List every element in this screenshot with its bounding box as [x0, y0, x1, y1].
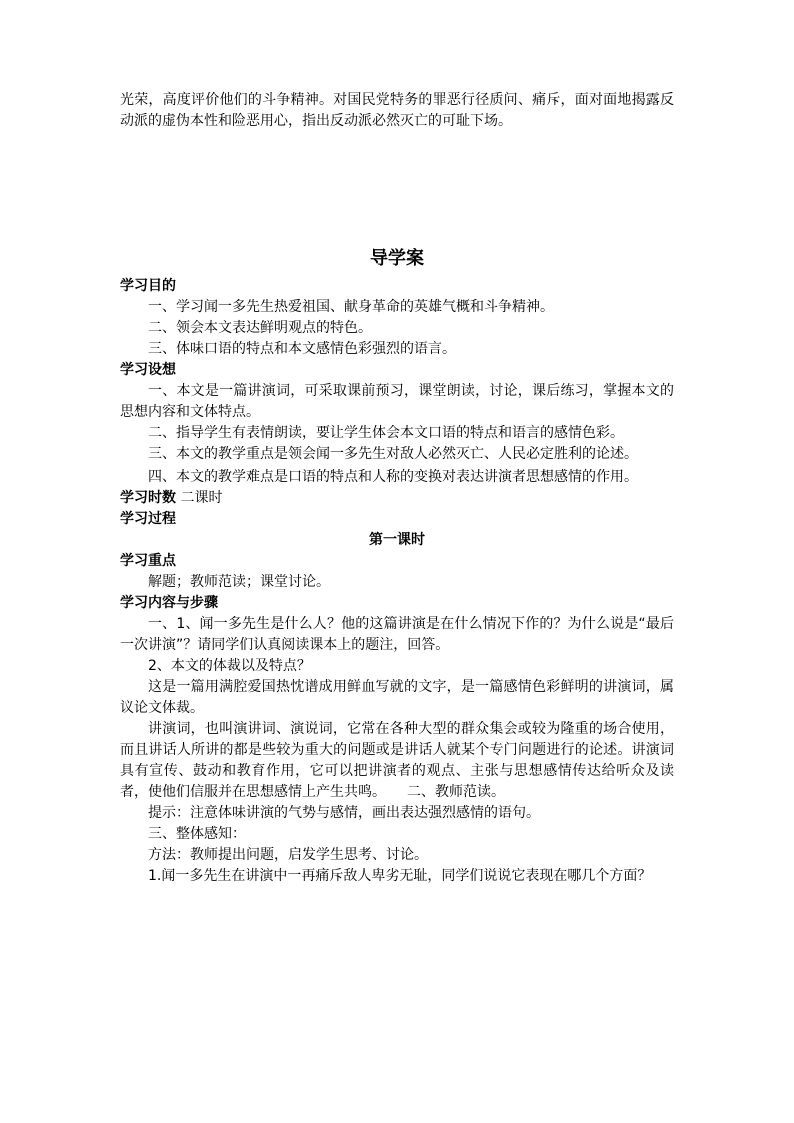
intro-paragraph: 光荣，高度评价他们的斗争精神。对国民党特务的罪恶行径质问、痛斥，面对面地揭露反动派的虚伪本性和险恶用心，指出反动派必然灭亡的可耻下场。: [120, 92, 674, 129]
goal-item: 一、学习闻一多先生热爱祖国、献身革命的英雄气概和斗争精神。: [148, 299, 554, 315]
ideas-heading: 学习设想: [120, 362, 176, 378]
step-paragraph: 三、整体感知：: [148, 826, 246, 842]
idea-item: 四、本文的教学难点是口语的特点和人称的变换对表达讲演者思想感情的作用。: [148, 469, 638, 485]
idea-item: 一、本文是一篇讲演词，可采取课前预习，课堂朗读，讨论，课后练习，掌握本文的思想内容和文体特点。: [120, 383, 674, 420]
idea-item: 二、指导学生有表情朗读，要让学生体会本文口语的特点和语言的感情色彩。: [148, 425, 624, 441]
page-title: 导学案: [370, 248, 424, 269]
step-paragraph: 这是一篇用满腔爱国热忱谱成用鲜血写就的文字，是一篇感情色彩鲜明的讲演词，属议论文体裁。: [120, 679, 674, 716]
steps-heading: 学习内容与步骤: [120, 595, 218, 611]
document-page: [120, 90, 674, 887]
step-paragraph: 讲演词，也叫演讲词、演说词，它常在各种大型的群众集会或较为隆重的场合使用，而且讲话人所讲的都是些较为重大的问题或是讲话人就某个专门问题进行的论述。讲演词具有宣传、鼓动和教育作用，它可以把讲演者的观点、主张与思想感情传达给听众及读者，使他们信服并在思想感情上产生共鸣。 二、教师范读。: [120, 721, 674, 800]
goal-item: 二、领会本文表达鲜明观点的特色。: [148, 320, 372, 336]
step-paragraph: 方法：教师提出问题，启发学生思考、讨论。: [148, 847, 428, 863]
hours-heading: 学习时数: [120, 490, 176, 506]
goal-item: 三、体味口语的特点和本文感情色彩强烈的语言。: [148, 341, 456, 357]
process-heading: 学习过程: [120, 511, 176, 527]
focus-text: 解题；教师范读；课堂讨论。: [148, 574, 330, 590]
step-paragraph: 一、1、闻一多先生是什么人？他的这篇讲演是在什么情况下作的？为什么说是“最后一次讲演”？请同学们认真阅读课本上的题注，回答。: [120, 616, 674, 653]
step-paragraph: 提示：注意体味讲演的气势与感情，画出表达强烈感情的语句。: [148, 805, 540, 821]
idea-item: 三、本文的教学重点是领会闻一多先生对敌人必然灭亡、人民必定胜利的论述。: [148, 446, 638, 462]
step-paragraph: 1.闻一多先生在讲演中一再痛斥敌人卑劣无耻，同学们说说它表现在哪几个方面？: [148, 868, 652, 884]
hours-value: 二课时: [180, 490, 223, 506]
focus-heading: 学习重点: [120, 553, 176, 569]
hours-line: [120, 488, 674, 509]
step-paragraph: 2、本文的体裁以及特点？: [148, 658, 311, 674]
goals-heading: 学习目的: [120, 278, 176, 294]
lesson1-title: 第一课时: [369, 532, 425, 548]
